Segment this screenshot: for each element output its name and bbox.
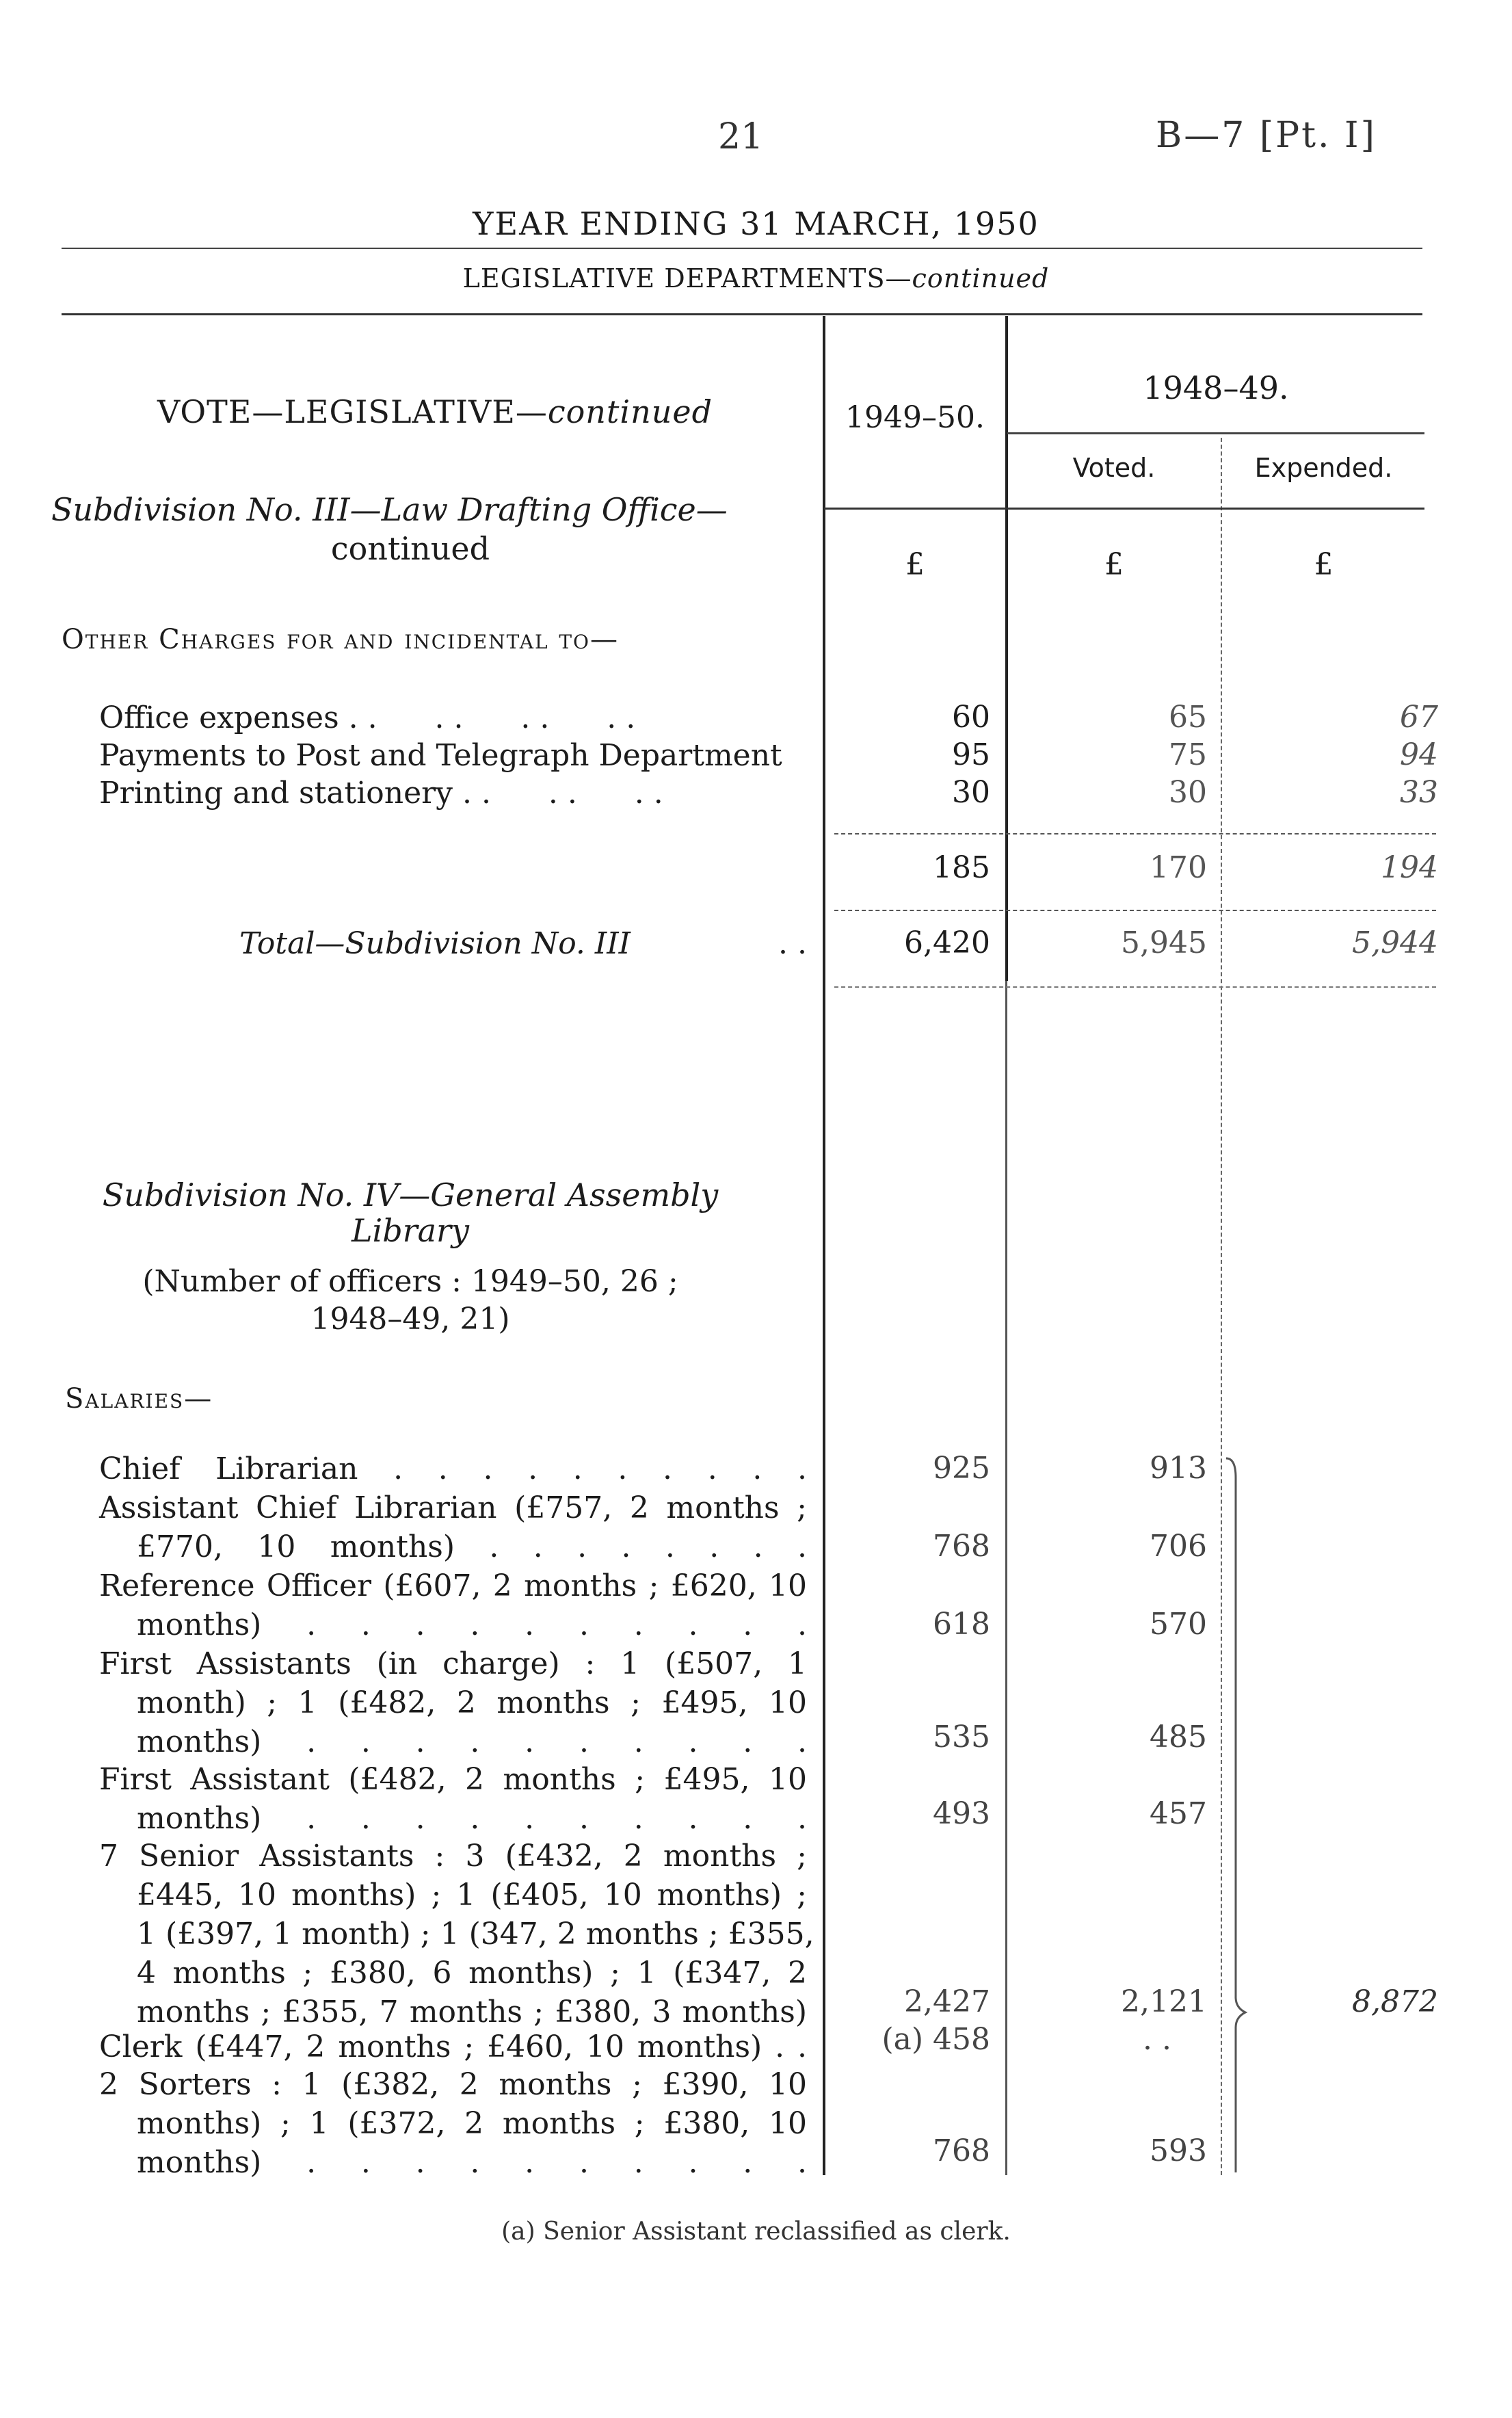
row-label: Payments to Post and Telegraph Department (99, 738, 782, 773)
department-main: LEGISLATIVE DEPARTMENTS— (462, 263, 912, 293)
value-voted: 485 (1150, 1720, 1207, 1755)
department-continued: continued (912, 263, 1050, 293)
salary-line: 1 (£397, 1 month) ; 1 (347, 2 months ; £355, (137, 1917, 814, 1952)
value-voted: 570 (1150, 1607, 1207, 1642)
row-post-telegraph (99, 737, 782, 774)
value-1949: 618 (933, 1607, 990, 1642)
salary-line: First Assistant (£482, 2 months ; £495, 10 (99, 1762, 807, 1797)
salary-line: First Assistants (in charge) : 1 (£507, 1 (99, 1646, 807, 1681)
total-leaders: . . (778, 926, 807, 961)
salary-line: months) . . . . . . . . . . (137, 1607, 807, 1642)
rule-top (62, 248, 1422, 249)
year-heading: YEAR ENDING 31 MARCH, 1950 (473, 205, 1039, 242)
subtotal-expended: 194 (1381, 850, 1438, 885)
value-1949: 535 (933, 1720, 990, 1755)
row-printing-stationery (99, 774, 663, 812)
salary-line: Clerk (£447, 2 months ; £460, 10 months) . . (99, 2029, 807, 2064)
salary-line: months ; £355, 7 months ; £380, 3 months) (137, 1995, 807, 2029)
officers-count: (Number of officers : 1949–50, 26 ; (142, 1264, 678, 1299)
total-voted: 5,945 (1121, 925, 1207, 960)
value-expended: 94 (1400, 737, 1438, 772)
value-1949: 60 (952, 700, 990, 735)
value-1949: 768 (933, 1529, 990, 1564)
salary-line: Reference Officer (£607, 2 months ; £620, 10 (99, 1568, 807, 1603)
total-subdivision-3-label: Total—Subdivision No. III (239, 926, 631, 961)
subdivision-4-title: Subdivision No. IV—General Assembly (102, 1177, 719, 1213)
subdivision-3-title: Subdivision No. III—Law Drafting Office— (51, 491, 728, 528)
vote-continued: continued (547, 393, 713, 430)
salary-line: months) . . . . . . . . . . (137, 2145, 807, 2180)
expended-total-salaries: 8,872 (1352, 1984, 1438, 2019)
salary-line: Chief Librarian . . . . . . . . . . (99, 1451, 807, 1486)
total-expended: 5,944 (1352, 925, 1438, 960)
officers-count-cont: 1948–49, 21) (310, 1302, 510, 1337)
currency-expended: £ (1314, 547, 1334, 582)
salary-line: £445, 10 months) ; 1 (£405, 10 months) ; (137, 1878, 807, 1913)
vote-heading (157, 393, 713, 430)
currency-voted: £ (1104, 547, 1124, 582)
column-header-1948-49: 1948–49. (1143, 369, 1289, 406)
value-1949: 2,427 (904, 1984, 990, 2019)
salary-line: months) . . . . . . . . . . (137, 1801, 807, 1836)
value-1949: 95 (952, 737, 990, 772)
value-voted: 457 (1150, 1796, 1207, 1831)
footnote (0, 2218, 1512, 2246)
salary-line: Assistant Chief Librarian (£757, 2 months ; (99, 1490, 807, 1525)
row-leaders: . . . . . . (462, 776, 663, 811)
column-header-voted: Voted. (1072, 453, 1156, 483)
salary-line: months) ; 1 (£372, 2 months ; £380, 10 (137, 2106, 807, 2141)
row-label: Office expenses (99, 700, 339, 735)
vote-title: VOTE—LEGISLATIVE— (157, 393, 548, 430)
page-number: 21 (718, 116, 764, 157)
salary-line: 2 Sorters : 1 (£382, 2 months ; £390, 10 (99, 2067, 807, 2102)
value-1949: 925 (933, 1451, 990, 1486)
row-leaders: . . . . . . . . (348, 700, 636, 735)
value-voted: 593 (1150, 2133, 1207, 2168)
row-label: Printing and stationery (99, 776, 453, 811)
subtotal-voted: 170 (1150, 850, 1207, 885)
footnote-text: (a) Senior Assistant reclassified as clerk. (501, 2218, 1011, 2246)
value-1949: 768 (933, 2133, 990, 2168)
subdivision-4-title-cont: Library (351, 1212, 470, 1249)
value-1949: 493 (933, 1796, 990, 1831)
value-1949: (a) 458 (881, 2022, 990, 2057)
salary-line: 7 Senior Assistants : 3 (£432, 2 months ; (99, 1839, 807, 1874)
salary-line: months) . . . . . . . . . . (137, 1724, 807, 1759)
department-heading (0, 263, 1512, 293)
column-rule-1 (823, 316, 825, 2175)
other-charges-heading: Other Charges for and incidental to— (62, 624, 619, 655)
salaries-heading: Salaries— (65, 1383, 213, 1415)
value-expended: 67 (1400, 700, 1438, 735)
rule-column-headers (824, 508, 1424, 510)
subtotal-1949: 185 (933, 850, 990, 885)
subdivision-3-title-cont: continued (330, 530, 490, 567)
salary-line: month) ; 1 (£482, 2 months ; £495, 10 (137, 1685, 807, 1720)
total-1949: 6,420 (904, 925, 990, 960)
row-office-expenses (99, 699, 635, 737)
value-voted: 75 (1169, 737, 1207, 772)
rule-total (834, 910, 1436, 911)
value-1949: 30 (952, 775, 990, 810)
value-voted: . . (1143, 2022, 1171, 2057)
value-voted: 65 (1169, 700, 1207, 735)
column-header-1949-50: 1949–50. (845, 400, 985, 435)
rule-1948-header (1007, 432, 1424, 434)
rule-after-total (834, 986, 1436, 988)
value-expended: 33 (1400, 775, 1438, 810)
value-voted: 30 (1169, 775, 1207, 810)
value-voted: 2,121 (1121, 1984, 1207, 2019)
salaries-brace (1221, 1457, 1255, 2175)
currency-1949: £ (905, 547, 925, 582)
rule-department (62, 313, 1422, 315)
rule-subtotal (834, 833, 1436, 835)
value-voted: 706 (1150, 1529, 1207, 1564)
salary-line: £770, 10 months) . . . . . . . . (137, 1529, 807, 1564)
reference-code: B—7 [Pt. I] (1156, 115, 1377, 156)
salary-line: 4 months ; £380, 6 months) ; 1 (£347, 2 (137, 1956, 807, 1990)
value-voted: 913 (1150, 1451, 1207, 1486)
column-header-expended: Expended. (1254, 453, 1393, 483)
